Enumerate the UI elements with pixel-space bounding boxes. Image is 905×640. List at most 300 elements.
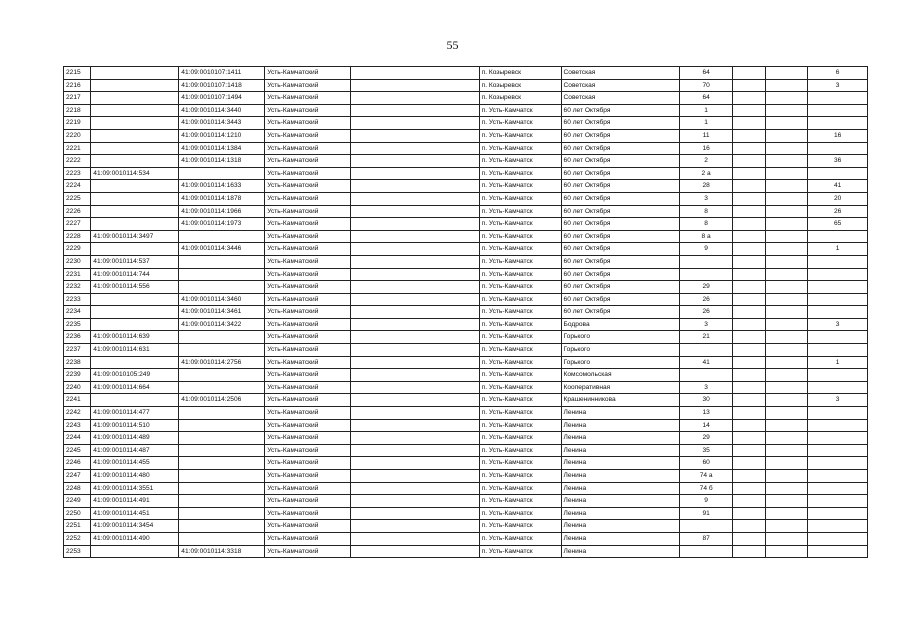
cadastral-number-cell: 41:09:0010114:631 [91, 344, 179, 357]
cadastral-number-cell [91, 545, 179, 558]
blank-cell [733, 281, 765, 294]
blank-cell [765, 407, 807, 420]
cadastral-number-alt-cell [179, 344, 265, 357]
cadastral-number-alt-cell [179, 432, 265, 445]
row-number-cell: 2223 [64, 167, 91, 180]
blank-cell [765, 243, 807, 256]
blank-cell [351, 117, 479, 130]
cadastral-number-cell: 41:09:0010114:487 [91, 444, 179, 457]
house-number-cell: 3 [679, 381, 733, 394]
house-number-cell: 21 [679, 331, 733, 344]
cadastral-number-cell [91, 104, 179, 117]
cadastral-number-alt-cell [179, 331, 265, 344]
district-cell: Усть-Камчатский [265, 92, 351, 105]
district-cell: Усть-Камчатский [265, 344, 351, 357]
blank-cell [733, 419, 765, 432]
locality-cell: п. Усть-Камчатск [479, 457, 561, 470]
table-row [64, 482, 868, 495]
blank-cell [351, 432, 479, 445]
street-cell: 60 лет Октября [561, 192, 679, 205]
locality-cell: п. Усть-Камчатск [479, 281, 561, 294]
apartment-number-cell [808, 293, 868, 306]
cadastral-number-alt-cell: 41:09:0010114:3446 [179, 243, 265, 256]
cadastral-number-alt-cell [179, 268, 265, 281]
row-number-cell: 2251 [64, 520, 91, 533]
cadastral-number-cell [91, 318, 179, 331]
cadastral-number-alt-cell: 41:09:0010114:1384 [179, 142, 265, 155]
house-number-cell: 3 [679, 318, 733, 331]
blank-cell [733, 532, 765, 545]
cadastral-number-alt-cell: 41:09:0010114:3461 [179, 306, 265, 319]
table-row [64, 356, 868, 369]
district-cell: Усть-Камчатский [265, 331, 351, 344]
blank-cell [765, 381, 807, 394]
cadastral-number-alt-cell [179, 381, 265, 394]
cadastral-number-cell: 41:09:0010114:455 [91, 457, 179, 470]
blank-cell [733, 255, 765, 268]
blank-cell [733, 394, 765, 407]
blank-cell [765, 155, 807, 168]
apartment-number-cell [808, 117, 868, 130]
street-cell: Ленина [561, 457, 679, 470]
table-row [64, 155, 868, 168]
district-cell: Усть-Камчатский [265, 268, 351, 281]
table-row [64, 457, 868, 470]
blank-cell [765, 394, 807, 407]
street-cell: 60 лет Октября [561, 230, 679, 243]
house-number-cell: 14 [679, 419, 733, 432]
apartment-number-cell [808, 507, 868, 520]
row-number-cell: 2230 [64, 255, 91, 268]
apartment-number-cell [808, 381, 868, 394]
house-number-cell: 41 [679, 356, 733, 369]
cadastral-number-cell [91, 205, 179, 218]
apartment-number-cell: 6 [808, 67, 868, 80]
row-number-cell: 2241 [64, 394, 91, 407]
cadastral-number-cell [91, 394, 179, 407]
blank-cell [351, 293, 479, 306]
row-number-cell: 2232 [64, 281, 91, 294]
locality-cell: п. Усть-Камчатск [479, 432, 561, 445]
apartment-number-cell [808, 92, 868, 105]
blank-cell [733, 545, 765, 558]
house-number-cell: 64 [679, 92, 733, 105]
apartment-number-cell [808, 331, 868, 344]
blank-cell [733, 495, 765, 508]
cadastral-number-alt-cell [179, 444, 265, 457]
row-number-cell: 2221 [64, 142, 91, 155]
table-row [64, 281, 868, 294]
blank-cell [351, 142, 479, 155]
cadastral-number-alt-cell: 41:09:0010114:3443 [179, 117, 265, 130]
street-cell: Горького [561, 331, 679, 344]
blank-cell [733, 79, 765, 92]
district-cell: Усть-Камчатский [265, 356, 351, 369]
cadastral-number-cell [91, 67, 179, 80]
house-number-cell: 8 [679, 205, 733, 218]
district-cell: Усть-Камчатский [265, 142, 351, 155]
row-number-cell: 2234 [64, 306, 91, 319]
blank-cell [351, 381, 479, 394]
apartment-number-cell: 16 [808, 129, 868, 142]
table-row [64, 407, 868, 420]
locality-cell: п. Усть-Камчатск [479, 331, 561, 344]
locality-cell: п. Усть-Камчатск [479, 268, 561, 281]
house-number-cell: 1 [679, 117, 733, 130]
row-number-cell: 2237 [64, 344, 91, 357]
blank-cell [733, 293, 765, 306]
row-number-cell: 2222 [64, 155, 91, 168]
blank-cell [733, 482, 765, 495]
locality-cell: п. Козыревск [479, 79, 561, 92]
blank-cell [765, 205, 807, 218]
row-number-cell: 2226 [64, 205, 91, 218]
apartment-number-cell [808, 520, 868, 533]
row-number-cell: 2229 [64, 243, 91, 256]
blank-cell [733, 344, 765, 357]
cadastral-number-alt-cell: 41:09:0010114:2506 [179, 394, 265, 407]
blank-cell [733, 318, 765, 331]
blank-cell [351, 218, 479, 231]
table-row [64, 470, 868, 483]
house-number-cell: 13 [679, 407, 733, 420]
district-cell: Усть-Камчатский [265, 117, 351, 130]
blank-cell [351, 306, 479, 319]
table-row [64, 369, 868, 382]
blank-cell [765, 356, 807, 369]
district-cell: Усть-Камчатский [265, 79, 351, 92]
locality-cell: п. Усть-Камчатск [479, 356, 561, 369]
district-cell: Усть-Камчатский [265, 432, 351, 445]
street-cell: Ленина [561, 507, 679, 520]
blank-cell [733, 268, 765, 281]
blank-cell [351, 192, 479, 205]
blank-cell [351, 356, 479, 369]
street-cell: Бодрова [561, 318, 679, 331]
cadastral-number-cell: 41:09:0010114:3497 [91, 230, 179, 243]
blank-cell [765, 230, 807, 243]
district-cell: Усть-Камчатский [265, 520, 351, 533]
registry-table-body [64, 67, 868, 558]
house-number-cell: 87 [679, 532, 733, 545]
cadastral-number-alt-cell: 41:09:0010114:1210 [179, 129, 265, 142]
apartment-number-cell [808, 432, 868, 445]
locality-cell: п. Усть-Камчатск [479, 520, 561, 533]
district-cell: Усть-Камчатский [265, 192, 351, 205]
cadastral-number-cell: 41:09:0010114:744 [91, 268, 179, 281]
blank-cell [765, 117, 807, 130]
table-row [64, 344, 868, 357]
blank-cell [733, 507, 765, 520]
page-number: 55 [446, 38, 459, 52]
locality-cell: п. Усть-Камчатск [479, 507, 561, 520]
locality-cell: п. Усть-Камчатск [479, 180, 561, 193]
table-row [64, 129, 868, 142]
cadastral-number-alt-cell [179, 520, 265, 533]
locality-cell: п. Усть-Камчатск [479, 470, 561, 483]
locality-cell: п. Усть-Камчатск [479, 218, 561, 231]
cadastral-number-alt-cell: 41:09:0010107:1494 [179, 92, 265, 105]
apartment-number-cell [808, 470, 868, 483]
apartment-number-cell [808, 344, 868, 357]
table-row [64, 92, 868, 105]
cadastral-number-alt-cell: 41:09:0010114:3422 [179, 318, 265, 331]
blank-cell [733, 117, 765, 130]
blank-cell [733, 104, 765, 117]
cadastral-number-cell: 41:09:0010114:664 [91, 381, 179, 394]
street-cell: 60 лет Октября [561, 117, 679, 130]
house-number-cell: 8 а [679, 230, 733, 243]
locality-cell: п. Усть-Камчатск [479, 117, 561, 130]
table-row [64, 520, 868, 533]
district-cell: Усть-Камчатский [265, 444, 351, 457]
blank-cell [351, 495, 479, 508]
apartment-number-cell: 41 [808, 180, 868, 193]
cadastral-number-cell: 41:09:0010114:537 [91, 255, 179, 268]
district-cell: Усть-Камчатский [265, 457, 351, 470]
blank-cell [351, 167, 479, 180]
blank-cell [733, 369, 765, 382]
row-number-cell: 2250 [64, 507, 91, 520]
blank-cell [765, 268, 807, 281]
apartment-number-cell [808, 268, 868, 281]
table-row [64, 394, 868, 407]
blank-cell [765, 255, 807, 268]
locality-cell: п. Усть-Камчатск [479, 142, 561, 155]
table-row [64, 532, 868, 545]
house-number-cell: 70 [679, 79, 733, 92]
apartment-number-cell: 3 [808, 394, 868, 407]
table-row [64, 167, 868, 180]
row-number-cell: 2215 [64, 67, 91, 80]
district-cell: Усть-Камчатский [265, 155, 351, 168]
cadastral-number-alt-cell [179, 470, 265, 483]
table-row [64, 255, 868, 268]
district-cell: Усть-Камчатский [265, 495, 351, 508]
blank-cell [351, 545, 479, 558]
blank-cell [765, 192, 807, 205]
cadastral-number-alt-cell: 41:09:0010114:3318 [179, 545, 265, 558]
street-cell: Ленина [561, 495, 679, 508]
street-cell: Ленина [561, 482, 679, 495]
blank-cell [351, 457, 479, 470]
blank-cell [733, 167, 765, 180]
apartment-number-cell: 3 [808, 318, 868, 331]
blank-cell [733, 243, 765, 256]
table-row [64, 142, 868, 155]
apartment-number-cell: 1 [808, 356, 868, 369]
row-number-cell: 2252 [64, 532, 91, 545]
table-row [64, 432, 868, 445]
street-cell: Горького [561, 356, 679, 369]
apartment-number-cell [808, 419, 868, 432]
blank-cell [765, 331, 807, 344]
blank-cell [765, 79, 807, 92]
district-cell: Усть-Камчатский [265, 507, 351, 520]
street-cell: 60 лет Октября [561, 243, 679, 256]
blank-cell [733, 520, 765, 533]
cadastral-number-cell [91, 92, 179, 105]
apartment-number-cell [808, 482, 868, 495]
row-number-cell: 2217 [64, 92, 91, 105]
apartment-number-cell [808, 281, 868, 294]
locality-cell: п. Усть-Камчатск [479, 205, 561, 218]
street-cell: Ленина [561, 444, 679, 457]
cadastral-number-cell: 41:09:0010114:480 [91, 470, 179, 483]
cadastral-number-alt-cell [179, 457, 265, 470]
apartment-number-cell [808, 104, 868, 117]
row-number-cell: 2233 [64, 293, 91, 306]
district-cell: Усть-Камчатский [265, 67, 351, 80]
cadastral-number-cell [91, 129, 179, 142]
apartment-number-cell [808, 407, 868, 420]
blank-cell [733, 180, 765, 193]
locality-cell: п. Усть-Камчатск [479, 230, 561, 243]
blank-cell [765, 444, 807, 457]
house-number-cell: 91 [679, 507, 733, 520]
cadastral-number-alt-cell [179, 369, 265, 382]
table-row [64, 205, 868, 218]
blank-cell [351, 507, 479, 520]
district-cell: Усть-Камчатский [265, 167, 351, 180]
row-number-cell: 2249 [64, 495, 91, 508]
blank-cell [733, 444, 765, 457]
cadastral-number-alt-cell [179, 507, 265, 520]
locality-cell: п. Усть-Камчатск [479, 394, 561, 407]
blank-cell [733, 407, 765, 420]
cadastral-number-alt-cell [179, 407, 265, 420]
district-cell: Усть-Камчатский [265, 104, 351, 117]
apartment-number-cell [808, 457, 868, 470]
street-cell: Ленина [561, 545, 679, 558]
street-cell: Советская [561, 67, 679, 80]
blank-cell [765, 344, 807, 357]
cadastral-number-alt-cell [179, 532, 265, 545]
table-row [64, 268, 868, 281]
cadastral-number-cell: 41:09:0010114:3454 [91, 520, 179, 533]
house-number-cell [679, 255, 733, 268]
cadastral-number-alt-cell [179, 167, 265, 180]
blank-cell [351, 243, 479, 256]
locality-cell: п. Усть-Камчатск [479, 407, 561, 420]
apartment-number-cell [808, 444, 868, 457]
district-cell: Усть-Камчатский [265, 318, 351, 331]
table-row [64, 218, 868, 231]
apartment-number-cell: 65 [808, 218, 868, 231]
table-row [64, 318, 868, 331]
cadastral-number-cell [91, 356, 179, 369]
locality-cell: п. Козыревск [479, 92, 561, 105]
district-cell: Усть-Камчатский [265, 243, 351, 256]
locality-cell: п. Усть-Камчатск [479, 495, 561, 508]
house-number-cell: 74 а [679, 470, 733, 483]
row-number-cell: 2248 [64, 482, 91, 495]
blank-cell [733, 155, 765, 168]
blank-cell [765, 218, 807, 231]
table-row [64, 381, 868, 394]
house-number-cell: 64 [679, 67, 733, 80]
table-row [64, 243, 868, 256]
street-cell: Комсомольская [561, 369, 679, 382]
cadastral-number-cell: 41:09:0010114:490 [91, 532, 179, 545]
blank-cell [733, 381, 765, 394]
blank-cell [765, 92, 807, 105]
street-cell: Ленина [561, 532, 679, 545]
locality-cell: п. Усть-Камчатск [479, 444, 561, 457]
house-number-cell: 2 [679, 155, 733, 168]
house-number-cell: 26 [679, 306, 733, 319]
blank-cell [765, 545, 807, 558]
apartment-number-cell: 3 [808, 79, 868, 92]
blank-cell [733, 192, 765, 205]
cadastral-number-cell: 41:09:0010114:3551 [91, 482, 179, 495]
blank-cell [351, 331, 479, 344]
row-number-cell: 2243 [64, 419, 91, 432]
locality-cell: п. Усть-Камчатск [479, 381, 561, 394]
cadastral-number-alt-cell [179, 482, 265, 495]
blank-cell [765, 129, 807, 142]
apartment-number-cell: 36 [808, 155, 868, 168]
blank-cell [351, 318, 479, 331]
blank-cell [765, 293, 807, 306]
blank-cell [733, 470, 765, 483]
apartment-number-cell: 1 [808, 243, 868, 256]
blank-cell [351, 419, 479, 432]
locality-cell: п. Усть-Камчатск [479, 243, 561, 256]
blank-cell [351, 369, 479, 382]
street-cell: 60 лет Октября [561, 218, 679, 231]
table-row [64, 293, 868, 306]
locality-cell: п. Усть-Камчатск [479, 255, 561, 268]
row-number-cell: 2220 [64, 129, 91, 142]
district-cell: Усть-Камчатский [265, 281, 351, 294]
street-cell: Советская [561, 92, 679, 105]
house-number-cell: 29 [679, 281, 733, 294]
row-number-cell: 2231 [64, 268, 91, 281]
blank-cell [351, 470, 479, 483]
house-number-cell: 9 [679, 243, 733, 256]
table-row [64, 419, 868, 432]
blank-cell [351, 79, 479, 92]
cadastral-number-cell [91, 155, 179, 168]
house-number-cell: 26 [679, 293, 733, 306]
row-number-cell: 2236 [64, 331, 91, 344]
apartment-number-cell: 20 [808, 192, 868, 205]
table-row [64, 306, 868, 319]
cadastral-number-cell: 41:09:0010114:451 [91, 507, 179, 520]
cadastral-number-alt-cell [179, 281, 265, 294]
row-number-cell: 2218 [64, 104, 91, 117]
street-cell: Ленина [561, 432, 679, 445]
house-number-cell [679, 520, 733, 533]
cadastral-number-alt-cell: 41:09:0010114:1318 [179, 155, 265, 168]
street-cell: Ленина [561, 520, 679, 533]
house-number-cell: 30 [679, 394, 733, 407]
blank-cell [765, 419, 807, 432]
blank-cell [733, 218, 765, 231]
table-row [64, 545, 868, 558]
street-cell: Кооперативная [561, 381, 679, 394]
cadastral-number-alt-cell: 41:09:0010114:1878 [179, 192, 265, 205]
district-cell: Усть-Камчатский [265, 306, 351, 319]
locality-cell: п. Козыревск [479, 67, 561, 80]
blank-cell [765, 532, 807, 545]
district-cell: Усть-Камчатский [265, 482, 351, 495]
locality-cell: п. Усть-Камчатск [479, 344, 561, 357]
apartment-number-cell [808, 532, 868, 545]
table-row [64, 230, 868, 243]
apartment-number-cell [808, 230, 868, 243]
